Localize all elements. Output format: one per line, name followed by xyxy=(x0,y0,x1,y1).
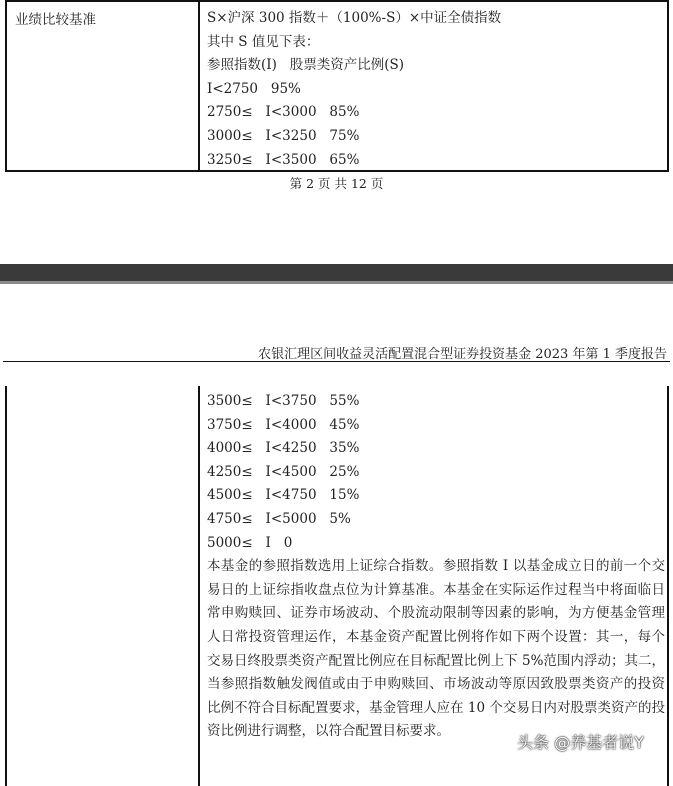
benchmark-table-continued xyxy=(5,386,669,786)
text-line: 其中 S 值见下表： xyxy=(207,33,320,50)
range-row: 4000≤ I<4250 35% xyxy=(207,440,360,457)
range-row: 2750≤ I<3000 85% xyxy=(207,104,360,121)
range-row: 5000≤ I 0 xyxy=(207,534,293,551)
benchmark-content xyxy=(207,7,501,172)
page-number: 第 2 页 共 12 页 xyxy=(289,176,384,191)
benchmark-content xyxy=(207,390,665,744)
range-row: 4750≤ I<5000 5% xyxy=(207,510,351,527)
formula-line: S×沪深 300 指数＋（100%-S）×中证全债指数 xyxy=(207,10,502,26)
table-header-line: 参照指数(I) 股票类资产比例(S) xyxy=(207,57,405,74)
explanation-paragraph: 本基金的参照指数选用上证综合指数。参照指数 I 以基金成立日的前一个交易日的上证综指收盘点位为计算基准。本基金在实际运作过程当中将面临日常申购赎回、证券市场波动、个股流动限制等因素的影响，为方便基金管理人日常投资管理运作，本基金资产配置比例将作如下两个设置：其一，每个交易日终股票类资产配置比例应在目标配置比例上下 5%范围内浮动；其二，当参照指数触发阀值或由于申购赎回、市场波动等原因致股票类资产的投资比例不符合目标配置要求，基金管理人应在 10 个交易日内对股票类资产的投资比例进行调整，以符合配置目标要求。 xyxy=(207,558,665,740)
report-header: 农银汇理区间收益灵活配置混合型证券投资基金 2023 年第 1 季度报告 xyxy=(258,347,667,362)
benchmark-table xyxy=(5,0,669,172)
watermark: 头条 @养基者说Y xyxy=(517,733,644,752)
range-row: 3750≤ I<4000 45% xyxy=(207,416,360,433)
page-separator xyxy=(0,264,673,281)
page-separator-shadow xyxy=(0,281,673,284)
range-row: 4500≤ I<4750 15% xyxy=(207,487,360,504)
range-row: 3500≤ I<3750 55% xyxy=(207,393,360,409)
range-row: 3250≤ I<3500 65% xyxy=(207,151,360,168)
benchmark-label: 业绩比较基准 xyxy=(15,12,96,28)
column-divider xyxy=(198,386,200,786)
column-divider xyxy=(198,2,200,170)
range-row: 4250≤ I<4500 25% xyxy=(207,463,360,480)
range-row: 3000≤ I<3250 75% xyxy=(207,127,360,144)
range-row: I<2750 95% xyxy=(207,80,301,97)
header-rule xyxy=(3,361,670,362)
